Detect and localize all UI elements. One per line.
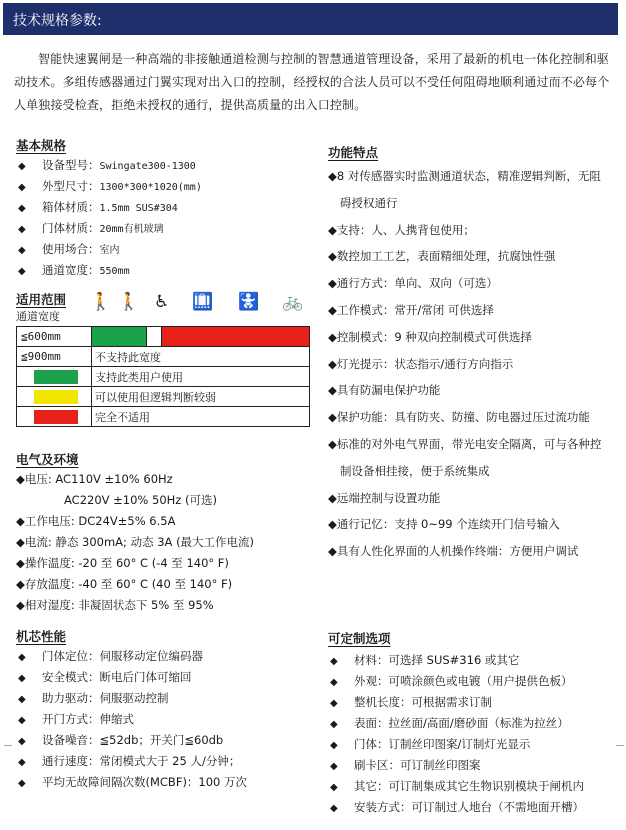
feature-item: ◆具有人性化界面的人机操作终端：方便用户调试 <box>328 544 579 559</box>
bar-white <box>147 327 162 346</box>
bar-red <box>162 327 309 346</box>
custom-title: 可定制选项 <box>328 631 391 646</box>
features-title: 功能特点 <box>328 145 379 160</box>
legend-yellow: 可以使用但逻辑判断较弱 <box>92 387 310 407</box>
feature-item: ◆工作模式：常开/常闭 可供选择 <box>328 303 494 317</box>
feature-item: ◆通行记忆：支持 0~99 个连续开门信号输入 <box>328 517 560 532</box>
basic-item: ◆ 设备型号：Swingate300-1300 <box>18 158 196 172</box>
elec-item: ◆电流: 静态 300mA; 动态 3A (最大工作电流) <box>16 535 255 549</box>
core-item: ◆ 门体定位：伺服移动定位编码器 <box>18 649 203 663</box>
width-900: ≦900mm <box>17 347 92 367</box>
feature-item: ◆数控加工工艺，表面精细处理，抗腐蚀性强 <box>328 249 556 264</box>
feature-item: ◆灯光提示：状态指示/通行方向指示 <box>328 356 514 371</box>
feature-item: 制设备相挂接，便于系统集成 <box>340 463 490 478</box>
custom-item: ◆ 整机长度：可根据需求订制 <box>330 695 492 709</box>
walker-icon: 🚶 <box>90 292 112 312</box>
scope-subtitle: 通道宽度 <box>16 310 60 323</box>
swatch-green <box>34 370 78 384</box>
core-item: ◆ 设备噪音：≦52db；开关门≦60db <box>18 733 224 747</box>
scope-desc: 不支持此宽度 <box>92 347 310 367</box>
feature-item: ◆标准的对外电气界面，带光电安全隔离，可与各种控 <box>328 437 602 451</box>
elec-item: ◆电压: AC110V ±10% 60Hz <box>16 472 173 486</box>
elec-item: ◆操作温度: -20 至 60° C (-4 至 140° F) <box>16 556 229 570</box>
basic-item: ◆ 使用场合：室内 <box>18 242 120 256</box>
basic-item: ◆ 外型尺寸：1300*300*1020(mm) <box>18 179 202 193</box>
custom-item: ◆ 外观：可喷涂颜色或电镀（用户提供色板） <box>330 674 573 688</box>
custom-item: ◆ 表面：拉丝面/高面/磨砂面（标准为拉丝） <box>330 716 569 730</box>
feature-item: ◆8 对传感器实时监测通道状态，精准逻辑判断，无阻 <box>328 169 601 183</box>
custom-item: ◆ 其它：可订制集成其它生物识别模块于闸机内 <box>330 779 584 793</box>
scope-title: 适用范围 <box>16 292 67 307</box>
bar-green <box>92 327 147 346</box>
elec-item: ◆存放温度: -40 至 60° C (40 至 140° F) <box>16 577 233 591</box>
feature-item: ◆支持：人、人携背包使用； <box>328 222 475 237</box>
legend-red: 完全不适用 <box>92 407 310 427</box>
luggage-icon: 🛄 <box>192 292 214 312</box>
custom-item: ◆ 门体：订制丝印图案/订制灯光显示 <box>330 737 531 751</box>
section-header <box>3 3 618 35</box>
core-item: ◆ 助力驱动：伺服驱动控制 <box>18 691 169 705</box>
stroller-icon: 🚼 <box>238 292 260 312</box>
core-item: ◆ 安全模式：断电后门体可缩回 <box>18 670 192 684</box>
swatch-red <box>34 410 78 424</box>
scope-table <box>16 326 310 427</box>
basic-item: ◆ 门体材质：20mm有机玻璃 <box>18 221 164 235</box>
bicycle-icon: 🚲 <box>282 292 304 312</box>
bag-walker-icon: 🚶 <box>118 292 140 312</box>
core-item: ◆ 开门方式：伸缩式 <box>18 712 134 726</box>
width-600: ≦600mm <box>17 327 92 347</box>
page-title: 技术规格参数: <box>13 13 102 29</box>
core-title: 机芯性能 <box>16 629 67 644</box>
elec-item: ◆工作电压: DC24V±5% 6.5A <box>16 514 176 528</box>
elec-item: AC220V ±10% 50Hz (可选) <box>64 493 217 507</box>
feature-item: ◆控制模式：9 种双向控制模式可供选择 <box>328 329 532 344</box>
core-item: ◆ 通行速度：常闭模式大于 25 人/分钟； <box>18 754 241 768</box>
elec-item: ◆相对湿度: 非凝固状态下 5% 至 95% <box>16 598 214 612</box>
custom-item: ◆ 材料：可选择 SUS#316 或其它 <box>330 653 520 667</box>
feature-item: ◆具有防漏电保护功能 <box>328 383 441 398</box>
feature-item: ◆通行方式：单向、双向（可选） <box>328 276 498 291</box>
feature-item: 碍授权通行 <box>340 195 398 210</box>
feature-item: ◆远端控制与设置功能 <box>328 490 441 505</box>
intro-paragraph: 智能快速翼闸是一种高端的非接触通道检测与控制的智慧通道管理设备，采用了最新的机电一体化控制和驱动技术。多组传感器通过门翼实现对出入口的控制，经授权的合法人员可以不受任何阻碍地顺利通过而不必每个人单独接受检查，拒绝未授权的通行，提供高质量的出入口控制。 <box>14 52 610 112</box>
elec-title: 电气及环境 <box>16 452 79 467</box>
basic-item: ◆ 通道宽度：550mm <box>18 263 130 277</box>
basic-item: ◆ 箱体材质：1.5mm SUS#304 <box>18 200 178 214</box>
legend-green: 支持此类用户使用 <box>92 367 310 387</box>
basic-title: 基本规格 <box>16 138 67 153</box>
custom-item: ◆ 安装方式：可订制过人地台（不需地面开槽） <box>330 800 584 814</box>
wheelchair-icon: ♿ <box>154 292 170 312</box>
swatch-yellow <box>34 390 78 404</box>
feature-item: ◆保护功能：具有防夹、防撞、防电器过压过流功能 <box>328 410 590 425</box>
custom-item: ◆ 刷卡区：可订制丝印图案 <box>330 758 481 772</box>
core-item: ◆ 平均无故障间隔次数(MCBF)：100 万次 <box>18 775 248 789</box>
